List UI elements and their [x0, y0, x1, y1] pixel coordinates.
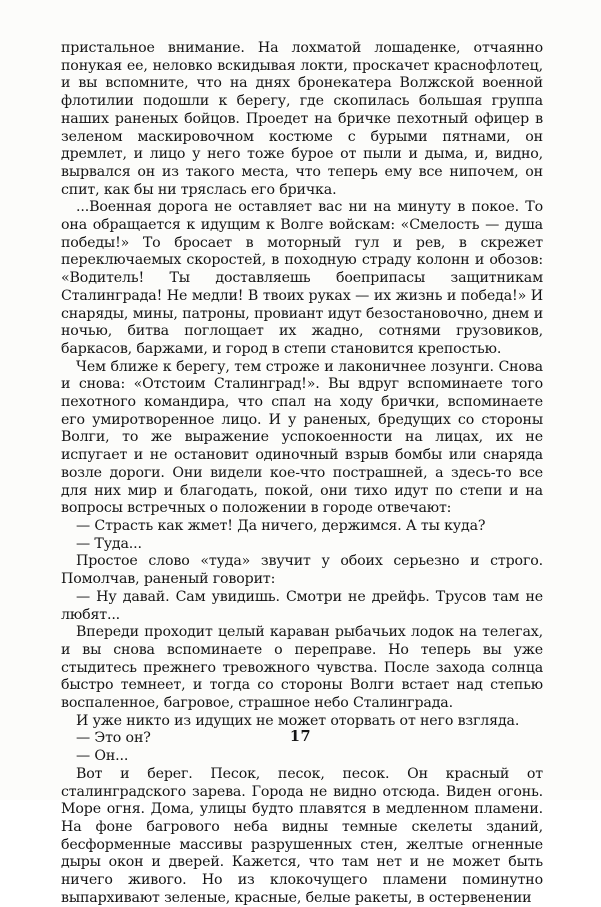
dialogue-line: — Туда...: [76, 535, 142, 552]
dialogue-line: — Страсть как жмет! Да ничего, держимся. А ты куда?: [76, 517, 486, 534]
paragraph-slogans: Чем ближе к берегу, тем строже и лаконичнее лозунги. Снова и снова: «Отстоим Сталинград!». Вы вдруг вспоминаете того пехотного командира, что спал на ходу брички, вспоминаете его умиротворенное лицо. И у раненых, бредущих со стороны Волги, то же выражение успокоенности на лицах, их не испугает и не остановит одиночный взрыв бомбы или снаряда возле дороги. Они видели кое-что пострашней, а здесь-то все для них мир и благодать, покой, они тихо идут по степи и на вопросы встречных о положении в городе отвечают:: [61, 358, 543, 517]
paragraph-caravan: Впереди проходит целый караван рыбачьих лодок на телегах, и вы снова вспоминаете о переправе. Но теперь вы уже стыдитесь прежнего тревожного чувства. После захода солнца быстро темнеет, и тогда со стороны Волги встает над степью воспаленное, багровое, страшное небо Сталинграда.: [61, 624, 543, 712]
page-number: 17: [289, 728, 312, 745]
dialogue-line: — Ну давай. Сам увидишь. Смотри не дрейфь. Трусов там не любят...: [61, 588, 543, 623]
body-text: [61, 40, 543, 907]
paragraph-shore: Вот и берег. Песок, песок, песок. Он красный от сталинградского зарева. Города не видно отсюда. Виден огонь. Море огня. Дома, улицы будто плавятся в медленном пламени. На фоне багрового неба видны темные скелеты зданий, бесформенные массивы разрушенных стен, желтые огненные дыры окон и дверей. Кажется, что там нет и не может быть ничего живого. Но из клокочущего пламени поминутно выпархивают зеленые, красные, белые ракеты, в остервенении: [61, 765, 543, 906]
paragraph-simple-word: Простое слово «туда» звучит у обоих серьезно и строго. Помолчав, раненый говорит:: [61, 553, 543, 588]
paragraph-military-road: ...Военная дорога не оставляет вас ни на минуту в покое. То она обращается к идущим к Волге войскам: «Смелость — душа победы!» То бросает в моторный гул и рев, в скрежет переключаемых скоростей, в походную страду колонн и обозов: «Водитель! Ты доставляешь боеприпасы защитникам Сталинграда! Не медли! В твоих руках — их жизнь и победа!» И снаряды, мины, патроны, провиант идут безостановочно, днем и ночью, битва поглощает их жадно, сотнями грузовиков, баркасов, баржами, и город в степи становится крепостью.: [61, 199, 543, 357]
paragraph-no-one: И уже никто из идущих не может оторвать от него взгляда.: [76, 712, 520, 729]
dialogue-line: — Это он?: [76, 730, 151, 747]
dialogue-line: — Он...: [76, 748, 129, 765]
paragraph-continuation: пристальное внимание. На лохматой лошаденке, отчаянно понукая ее, неловко вскидывая локти, проскачет краснофлотец, и вы вспомните, что на днях бронекатера Волжской военной флотилии подошли к берегу, где скопилась большая группа наших раненых бойцов. Проедет на бричке пехотный офицер в зеленом маскировочном костюме с бурыми пятнами, он дремлет, и лицо у него тоже бурое от пыли и дыма, и, видно, вырвался он из такого места, что теперь ему все нипочем, он спит, как бы ни тряслась его бричка.: [61, 40, 543, 198]
